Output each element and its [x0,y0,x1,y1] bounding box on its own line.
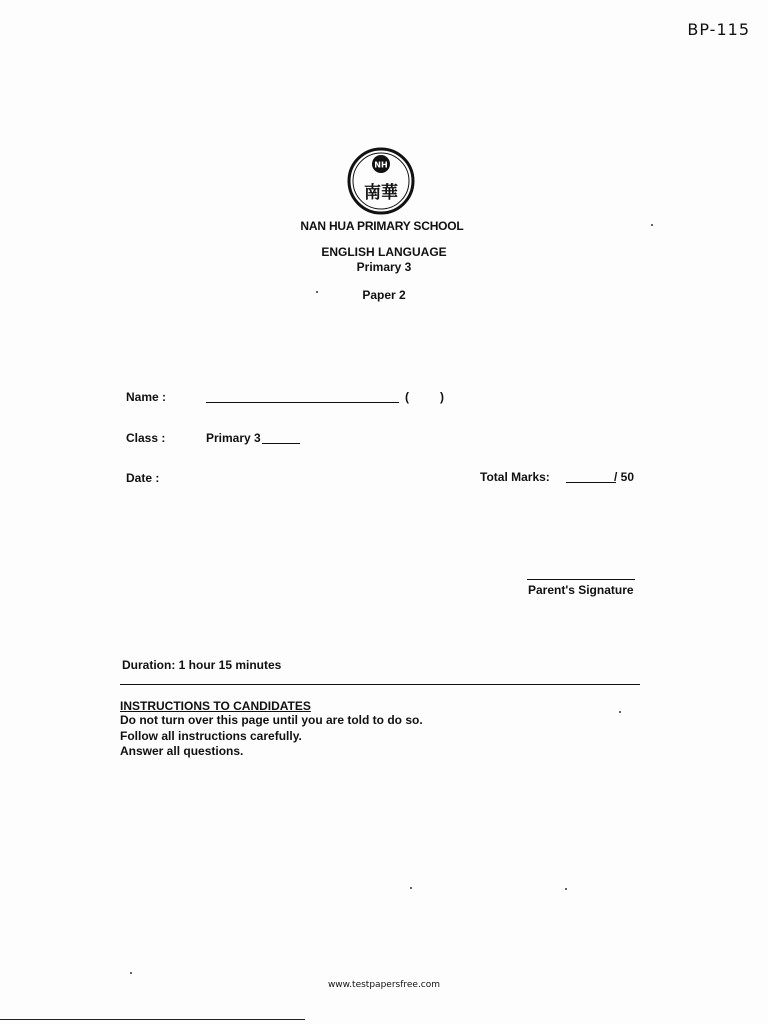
subject-title: ENGLISH LANGUAGE [321,245,447,259]
instruction-item: Do not turn over this page until you are told to do so. [120,713,423,727]
register-number-open-paren: ( [405,390,409,404]
total-marks-out-of: / 50 [614,470,635,484]
register-number-close-paren: ) [440,390,444,404]
signature-line [527,579,635,580]
scan-speck [651,224,653,226]
scan-speck [130,972,132,974]
class-value: Primary 3 [206,431,261,445]
section-divider [120,684,640,685]
svg-text:NH: NH [374,160,388,170]
school-name: NAN HUA PRIMARY SCHOOL [300,219,464,233]
instruction-item: Follow all instructions carefully. [120,729,302,743]
parent-signature-label: Parent's Signature [528,583,634,597]
document-code: BP-115 [687,20,750,39]
total-marks-field-line [566,482,616,483]
class-label: Class : [126,431,166,445]
duration-text: Duration: 1 hour 15 minutes [122,658,282,672]
footer-url: www.testpapersfree.com [327,980,441,990]
date-label: Date : [126,471,160,485]
paper-title: Paper 2 [362,288,406,302]
scan-speck [565,888,567,890]
name-label: Name : [126,390,167,404]
scan-edge-line [0,1019,305,1020]
class-field-line [262,443,300,444]
school-logo [347,147,415,215]
total-marks-label: Total Marks: [480,470,550,484]
instructions-heading: INSTRUCTIONS TO CANDIDATES [120,699,311,713]
level-title: Primary 3 [356,260,412,274]
scan-speck [316,291,318,293]
scan-speck [410,887,412,889]
scan-speck [619,711,621,713]
name-field-line [206,402,399,403]
svg-text:南華: 南華 [364,183,398,203]
instruction-item: Answer all questions. [120,744,244,758]
